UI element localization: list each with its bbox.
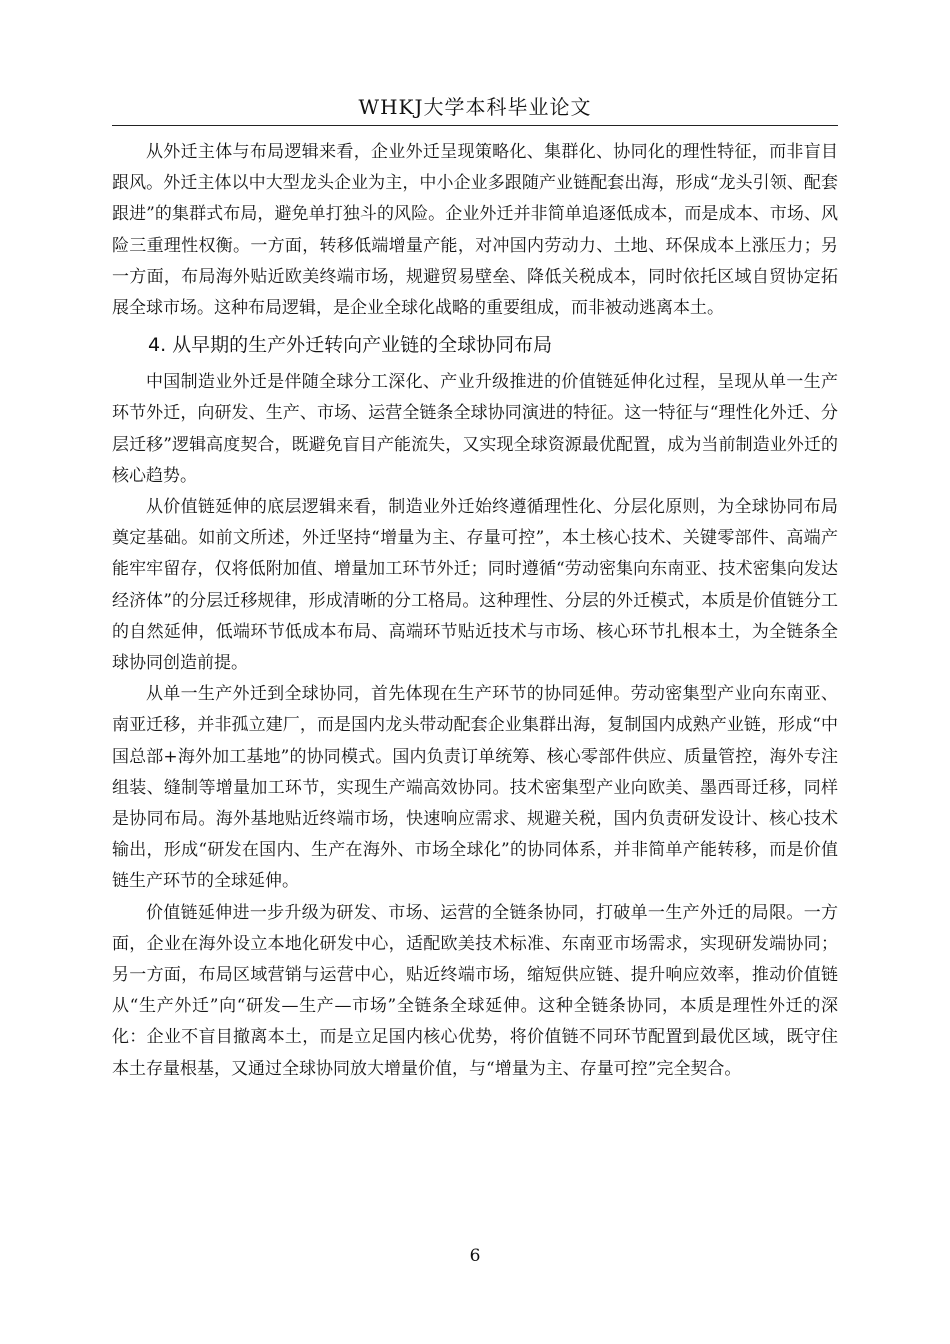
- section-heading-4: 4. 从早期的生产外迁转向产业链的全球协同布局: [148, 334, 553, 357]
- paragraph-full-chain-collaboration: 价值链延伸进一步升级为研发、市场、运营的全链条协同，打破单一生产外迁的局限。一方面，企业在海外设立本地化研发中心，适配欧美技术标准、东南亚市场需求，实现研发端协同；另一方面，布局区域营销与运营中心，贴近终端市场，缩短供应链、提升响应效率，推动价值链从“生产外迁”向“研发—生产—市场”全链条全球延伸。这种全链条协同，本质是理性外迁的深化：企业不盲目撤离本土，而是立足国内核心优势，将价值链不同环节配置到最优区域，既守住本土存量根基，又通过全球协同放大增量价值，与“增量为主、存量可控”完全契合。: [112, 902, 838, 1079]
- paragraph-value-chain-overview: 中国制造业外迁是伴随全球分工深化、产业升级推进的价值链延伸化过程，呈现从单一生产环节外迁，向研发、生产、市场、运营全链条全球协同演进的特征。这一特征与“理性化外迁、分层迁移”逻辑高度契合，既避免盲目产能流失，又实现全球资源最优配置，成为当前制造业外迁的核心趋势。: [112, 372, 838, 486]
- main-body-text: [112, 137, 838, 1085]
- page-number: 6: [469, 1246, 481, 1266]
- paragraph-value-chain-foundation: 从价值链延伸的底层逻辑来看，制造业外迁始终遵循理性化、分层化原则，为全球协同布局奠定基础。如前文所述，外迁坚持“增量为主、存量可控”，本土核心技术、关键零部件、高端产能牢牢留存，仅将低附加值、增量加工环节外迁；同时遵循“劳动密集向东南亚、技术密集向发达经济体”的分层迁移规律，形成清晰的分工格局。这种理性、分层的外迁模式，本质是价值链分工的自然延伸，低端环节低成本布局、高端环节贴近技术与市场、核心环节扎根本土，为全链条全球协同创造前提。: [112, 497, 838, 674]
- paragraph-relocation-logic: 从外迁主体与布局逻辑来看，企业外迁呈现策略化、集群化、协同化的理性特征，而非盲目跟风。外迁主体以中大型龙头企业为主，中小企业多跟随产业链配套出海，形成“龙头引领、配套跟进”的集群式布局，避免单打独斗的风险。企业外迁并非简单追逐低成本，而是成本、市场、风险三重理性权衡。一方面，转移低端增量产能，对冲国内劳动力、土地、环保成本上涨压力；另一方面，布局海外贴近欧美终端市场，规避贸易壁垒、降低关税成本，同时依托区域自贸协定拓展全球市场。这种布局逻辑，是企业全球化战略的重要组成，而非被动逃离本土。: [112, 142, 838, 319]
- paragraph-production-collaboration: 从单一生产外迁到全球协同，首先体现在生产环节的协同延伸。劳动密集型产业向东南亚、南亚迁移，并非孤立建厂，而是国内龙头带动配套企业集群出海，复制国内成熟产业链，形成“中国总部+海外加工基地”的协同模式。国内负责订单统筹、核心零部件供应、质量管控，海外专注组装、缝制等增量加工环节，实现生产端高效协同。技术密集型产业向欧美、墨西哥迁移，同样是协同布局。海外基地贴近终端市场，快速响应需求、规避关税，国内负责研发设计、核心技术输出，形成“研发在国内、生产在海外、市场全球化”的协同体系，并非简单产能转移，而是价值链生产环节的全球延伸。: [112, 684, 838, 892]
- running-header-title: WHKJ大学本科毕业论文: [358, 95, 592, 119]
- header-divider: [112, 125, 838, 126]
